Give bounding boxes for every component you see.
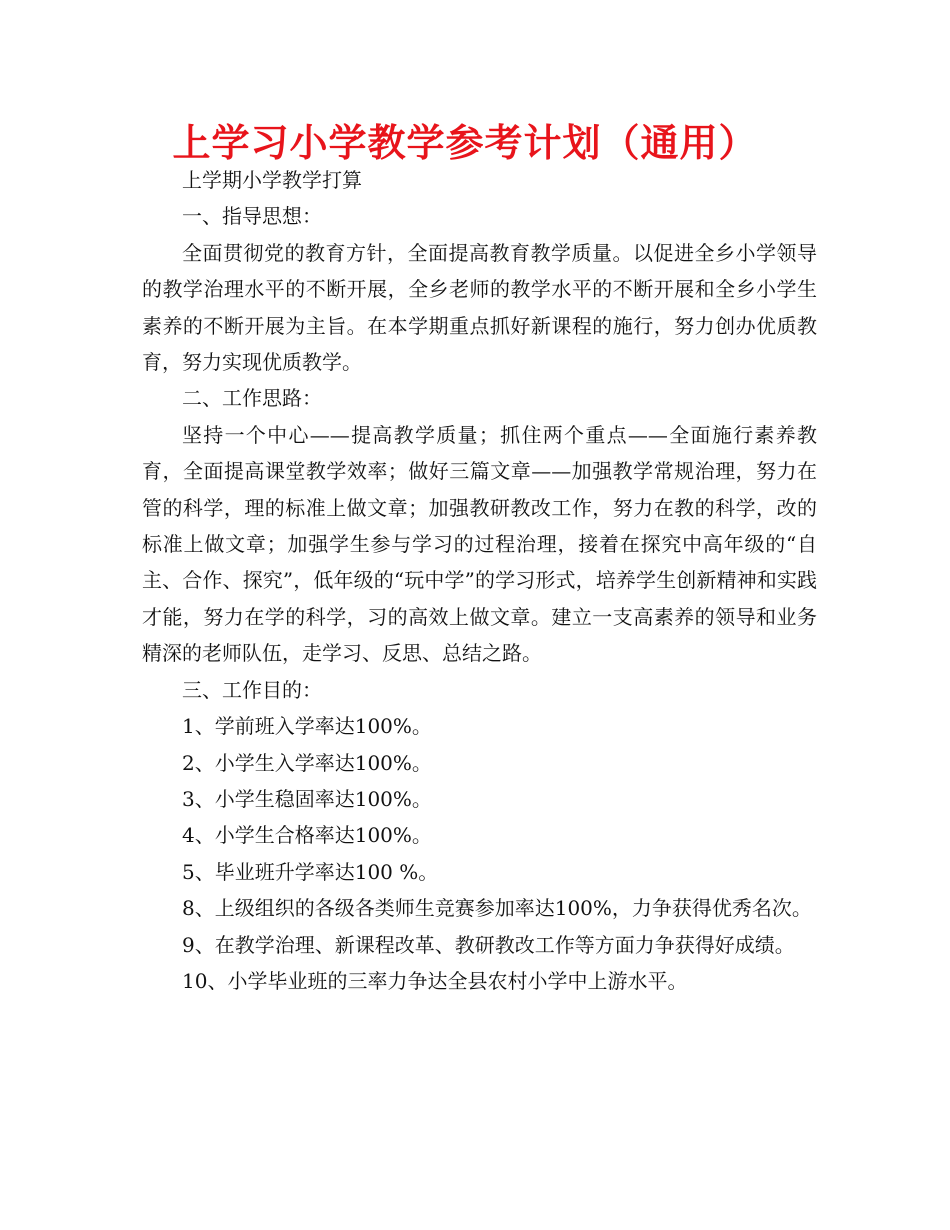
document-title: 上学习小学教学参考计划（通用） [172, 121, 758, 165]
heading-guiding-thought: 一、指导思想： [182, 204, 322, 229]
heading-work-approach: 二、工作思路： [182, 386, 322, 411]
heading-work-goals: 三、工作目的： [182, 677, 322, 702]
goal-item: 5、毕业班升学率达100 %。 [182, 859, 439, 884]
paragraph-guiding-thought: 全面贯彻党的教育方针，全面提高教育教学质量。以促进全乡小学领导的教学治理水平的不断开展，全乡老师的教学水平的不断开展和全乡小学生素养的不断开展为主旨。在本学期重点抓好新课程的施行，努力创办优质教育，努力实现优质教学。 [142, 240, 817, 375]
goal-item: 10、小学毕业班的三率力争达全县农村小学中上游水平。 [182, 968, 688, 993]
goal-item: 9、在教学治理、新课程改革、教研教改工作等方面力争获得好成绩。 [182, 932, 795, 957]
paragraph-subtitle: 上学期小学教学打算 [182, 168, 362, 192]
goal-item: 1、学前班入学率达100%。 [182, 714, 432, 739]
paragraph-work-approach: 坚持一个中心——提高教学质量；抓住两个重点——全面施行素养教育，全面提高课堂教学效率；做好三篇文章——加强教学常规治理，努力在管的科学，理的标准上做文章；加强教研教改工作，努力在教的科学，改的标准上做文章；加强学生参与学习的过程治理，接着在探究中高年级的“自主、合作、探究”，低年级的“玩中学”的学习形式，培养学生创新精神和实践才能，努力在学的科学，习的高效上做文章。建立一支高素养的领导和业务精深的老师队伍，走学习、反思、总结之路。 [142, 422, 817, 666]
goal-item: 2、小学生入学率达100%。 [182, 750, 432, 775]
document-body [142, 162, 817, 999]
goal-item: 4、小学生合格率达100%。 [182, 823, 432, 848]
goal-item: 8、上级组织的各级各类师生竞赛参加率达100%，力争获得优秀名次。 [182, 896, 812, 921]
goal-item: 3、小学生稳固率达100%。 [182, 786, 432, 811]
